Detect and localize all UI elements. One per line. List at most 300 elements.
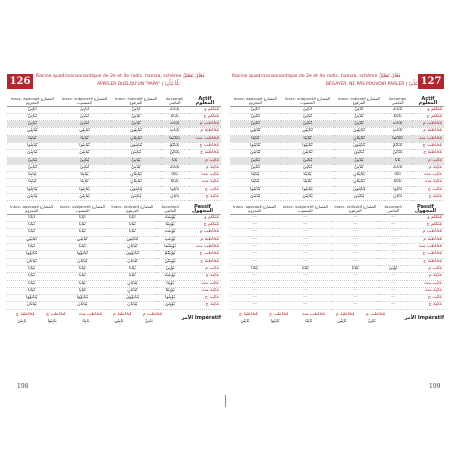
table-row	[230, 186, 444, 193]
apocope-cell: يُبَأْبِئْنَ	[7, 194, 58, 201]
indicative-cell: يُبَأْبَأْنَ	[109, 302, 157, 309]
table-row	[230, 244, 444, 251]
header-row	[7, 202, 221, 214]
person-label: مُتَكَلِّم و	[407, 214, 444, 221]
col-header: Accompli الماضي	[156, 202, 184, 214]
table-row	[7, 229, 221, 236]
imperative-person: مُخَاطَبَة ج	[16, 312, 35, 318]
imperative-person: مُخَاطَبَة ج	[239, 312, 258, 318]
accompli-cell: بُؤْبِئْتَ	[156, 229, 184, 236]
person-label: مُخَاطَب مث	[189, 135, 221, 142]
imperative-form: بَأْبِئِي	[114, 318, 124, 324]
person-label: مُخَاطَبَة م	[407, 236, 444, 243]
accompli-cell: بَأْبَأْتِ	[161, 128, 189, 135]
subjunctive-cell: تُبَأْبَأَ	[56, 273, 108, 280]
subjunctive-cell: —	[279, 214, 331, 221]
section-label: Passif المجهول	[184, 202, 221, 214]
accompli-cell: بَأْبَأْتُنَّ	[161, 150, 189, 157]
apocope-cell: أُبَأْبَأْ	[7, 214, 56, 221]
table-row	[7, 287, 221, 294]
subjunctive-cell: —	[279, 295, 331, 302]
subjunctive-cell: أُتَأْتِئَ	[281, 106, 335, 113]
table-row	[230, 280, 444, 287]
header-row	[7, 94, 221, 106]
person-label: غَائِبَة مث	[412, 179, 444, 186]
subjunctive-cell: —	[279, 251, 331, 258]
apocope-cell: تُبَأْبِئْنَ	[7, 150, 58, 157]
col-header: Accompli الماضي	[161, 94, 189, 106]
subjunctive-cell: تُبَأْبِئْنَ	[58, 150, 112, 157]
imperative-form: بَأْبِئُوا	[47, 318, 57, 324]
subjunctive-cell: تُبَأْبِئَا	[58, 135, 112, 142]
table-row	[230, 251, 444, 258]
indicative-cell: تُبَأْبِئْنَ	[111, 150, 160, 157]
subjunctive-cell: نُبَأْبِئَ	[58, 113, 112, 120]
col-header: Inacc. indicatif المضارع المرفوع	[111, 94, 160, 106]
person-label: مُخَاطَبَة ج	[407, 258, 444, 265]
subjunctive-cell: —	[279, 222, 331, 229]
imperative-label: Impératif الأمر	[404, 315, 444, 322]
apocope-cell: يُتَأْتِئَا	[230, 172, 281, 179]
indicative-cell: —	[332, 251, 380, 258]
person-label: مُخَاطَب م	[184, 229, 221, 236]
apocope-cell: تُبَأْبِئُوا	[7, 142, 58, 149]
subjunctive-cell: تُبَأْبَأْنَ	[56, 258, 108, 265]
table-row	[230, 258, 444, 265]
accompli-cell: بُؤْبِئْتُنَّ	[156, 258, 184, 265]
subjunctive-cell: —	[279, 229, 331, 236]
accompli-cell: بَأْبَأْتُ	[161, 106, 189, 113]
table-row	[7, 106, 221, 113]
table-row	[7, 194, 221, 201]
indicative-cell: تُتَأْتِئُونَ	[334, 142, 383, 149]
person-label: غَائِب ج	[184, 295, 221, 302]
apocope-cell: —	[230, 214, 279, 221]
indicative-cell: يُبَأْبَؤُونَ	[109, 295, 157, 302]
apocope-cell: نُبَأْبَأْ	[7, 222, 56, 229]
person-label: مُخَاطَبَة ج	[412, 150, 444, 157]
person-label: مُتَكَلِّم و	[189, 106, 221, 113]
apocope-cell: تُبَأْبِئَا	[7, 179, 58, 186]
accompli-cell: بَأْبَأْتَ	[161, 121, 189, 128]
person-label: مُخَاطَب ج	[412, 142, 444, 149]
table-row	[230, 214, 444, 221]
indicative-cell: —	[332, 214, 380, 221]
person-label: غَائِب م	[184, 265, 221, 272]
table-row	[230, 106, 444, 113]
table-row	[230, 164, 444, 171]
subjunctive-cell: تُبَأْبَآ	[56, 287, 108, 294]
accompli-cell: تَأْتَأَا	[384, 172, 412, 179]
apocope-cell: يُتَأْتَأْ	[230, 265, 279, 272]
subjunctive-cell: يُبَأْبَأَ	[56, 265, 108, 272]
indicative-cell: يُتَأْتِئْنَ	[334, 194, 383, 201]
table-row	[230, 142, 444, 149]
table-row	[7, 150, 221, 157]
table-row	[230, 273, 444, 280]
indicative-cell: تُتَأْتِئُ	[334, 121, 383, 128]
person-label: مُخَاطَبَة م	[412, 128, 444, 135]
indicative-cell: —	[332, 222, 380, 229]
subjunctive-cell: نُبَأْبَأَ	[56, 222, 108, 229]
rows-body	[230, 214, 444, 309]
imperative-person: مُخَاطَب م	[365, 312, 386, 318]
person-label: غَائِبَة ج	[412, 194, 444, 201]
passive-conjugation-table	[230, 202, 444, 309]
active-conjugation-table	[7, 94, 221, 201]
accompli-cell: —	[379, 244, 407, 251]
subjunctive-cell: يُبَأْبِئَا	[58, 172, 112, 179]
col-header: Accompli الماضي	[379, 202, 407, 214]
indicative-cell: —	[332, 229, 380, 236]
person-label: غَائِبَة ج	[184, 302, 221, 309]
subjunctive-cell: يُبَأْبَؤُوا	[56, 295, 108, 302]
apocope-cell: تُبَأْبَآ	[7, 287, 56, 294]
accompli-cell: بُؤْبِئْتُمْ	[156, 251, 184, 258]
apocope-cell: —	[230, 244, 279, 251]
apocope-cell: —	[230, 222, 279, 229]
accompli-cell: تَأْتَأَ	[384, 157, 412, 164]
accompli-cell: بَأْبَأَتْ	[161, 164, 189, 171]
apocope-cell: تُبَأْبِئْ	[7, 164, 58, 171]
subjunctive-cell: يُبَأْبَآ	[56, 280, 108, 287]
imperative-form: تَأْتِئْ	[368, 318, 376, 324]
person-label: غَائِب مث	[184, 280, 221, 287]
person-label: مُخَاطَب م	[412, 121, 444, 128]
indicative-cell: تُتَأْتِئْنَ	[334, 150, 383, 157]
indicative-cell: تُبَأْبِئَانِ	[111, 135, 160, 142]
accompli-cell: بُؤْبِئْتُمَا	[156, 244, 184, 251]
apocope-cell: نُبَأْبِئْ	[7, 113, 58, 120]
page-heading: Racine quadriconsonantique de 2e et 4e radic. hamza, schème فَعْلَلَ يُفَعْلِلُ	[36, 74, 205, 79]
apocope-cell: —	[230, 295, 279, 302]
imperative-persons-row	[7, 312, 221, 319]
person-label: مُتَكَلِّم ج	[184, 222, 221, 229]
accompli-cell: تَأْتَأَتْ	[384, 164, 412, 171]
accompli-cell: بُؤْبِئَا	[156, 280, 184, 287]
subjunctive-cell: تُتَأْتِئَا	[281, 135, 335, 142]
table-row	[7, 113, 221, 120]
indicative-cell: نُتَأْتِئُ	[334, 113, 383, 120]
subjunctive-cell: تُتَأْتِئَ	[281, 121, 335, 128]
footer-page-number: 198	[17, 383, 29, 390]
section-label: Actif المعلوم	[189, 94, 221, 106]
apocope-cell: تُتَأْتِئَا	[230, 179, 281, 186]
imperative-form: تَأْتِئِي	[337, 318, 347, 324]
person-label: مُخَاطَب ج	[184, 251, 221, 258]
accompli-cell: بُؤْبِئْنَ	[156, 302, 184, 309]
person-label: مُخَاطَب مث	[184, 244, 221, 251]
verb-meaning: APPELER QUELQU'UN "PAPA" | بَأْبَأَ يُبَأْبِئُ	[97, 82, 180, 87]
accompli-cell: بَأْبَأْتُمْ	[161, 142, 189, 149]
subjunctive-cell: يُبَأْبَأْنَ	[56, 302, 108, 309]
table-row	[7, 244, 221, 251]
indicative-cell: —	[332, 302, 380, 309]
rows-body	[230, 106, 444, 201]
imperative-form: بَأْبِئْ	[145, 318, 153, 324]
apocope-cell: تُتَأْتِئِي	[230, 128, 281, 135]
person-label: مُخَاطَب مث	[407, 244, 444, 251]
table-row	[7, 172, 221, 179]
imperative-form: تَأْتِئَا	[305, 318, 313, 324]
person-label: غَائِب ج	[407, 295, 444, 302]
accompli-cell: بُؤْبِئْتُ	[156, 214, 184, 221]
indicative-cell: تُبَأْبِئَانِ	[111, 179, 160, 186]
accompli-cell: —	[379, 273, 407, 280]
imperative-person: مُخَاطَب م	[142, 312, 163, 318]
rows-body	[7, 106, 221, 201]
accompli-cell: بَأْبَأَتَا	[161, 179, 189, 186]
indicative-cell: تُبَأْبِئُ	[111, 121, 160, 128]
apocope-cell: نُتَأْتِئْ	[230, 113, 281, 120]
indicative-cell: يُتَأْتِئَانِ	[334, 172, 383, 179]
col-header: Inacc. subjonctif المضارع المنصوب	[279, 202, 331, 214]
apocope-cell: تُبَأْبَئِي	[7, 236, 56, 243]
apocope-cell: —	[230, 236, 279, 243]
spine-divider	[225, 395, 226, 407]
apocope-cell: —	[230, 280, 279, 287]
person-label: مُخَاطَبَة م	[184, 236, 221, 243]
indicative-cell: تُبَأْبِئُ	[111, 164, 160, 171]
person-label: مُخَاطَب ج	[407, 251, 444, 258]
apocope-cell: تُتَأْتِئَا	[230, 135, 281, 142]
subjunctive-cell: —	[279, 287, 331, 294]
footer-page-number: 199	[429, 383, 441, 390]
subjunctive-cell: تُبَأْبِئَ	[58, 164, 112, 171]
indicative-cell: تُبَأْبِئِينَ	[111, 128, 160, 135]
person-label: مُخَاطَب ج	[189, 142, 221, 149]
person-label: غَائِبَة ج	[189, 194, 221, 201]
imperative-form: بَأْبِئْنَ	[17, 318, 27, 324]
table-row	[7, 258, 221, 265]
person-label: غَائِبَة ج	[407, 302, 444, 309]
accompli-cell: تَأْتَأْنَ	[384, 194, 412, 201]
subjunctive-cell: تُبَأْبِئَ	[58, 121, 112, 128]
accompli-cell: —	[379, 287, 407, 294]
table-row	[230, 113, 444, 120]
apocope-cell: يُبَأْبَآ	[7, 280, 56, 287]
apocope-cell: —	[230, 229, 279, 236]
table-row	[230, 179, 444, 186]
accompli-cell: تُؤْتِئَ	[379, 265, 407, 272]
subjunctive-cell: يُتَأْتِئُوا	[281, 186, 335, 193]
imperative-persons-row	[230, 312, 444, 319]
person-label: مُخَاطَب م	[407, 229, 444, 236]
apocope-cell: تُبَأْبَؤُوا	[7, 251, 56, 258]
subjunctive-cell: يُبَأْبِئُوا	[58, 186, 112, 193]
indicative-cell: —	[332, 244, 380, 251]
person-label: مُتَكَلِّم ج	[412, 113, 444, 120]
subjunctive-cell: تُبَأْبَأَ	[56, 229, 108, 236]
subjunctive-cell: يُتَأْتِئَ	[281, 157, 335, 164]
accompli-cell: —	[379, 251, 407, 258]
accompli-cell: بُؤْبِئُوا	[156, 295, 184, 302]
subjunctive-cell: تُبَأْبَآ	[56, 244, 108, 251]
imperative-label: Impératif الأمر	[181, 315, 221, 322]
apocope-cell: تُتَأْتِئُوا	[230, 142, 281, 149]
subjunctive-cell: تُتَأْتِئَ	[281, 164, 335, 171]
indicative-cell: تُبَأْبَآنِ	[109, 244, 157, 251]
subjunctive-cell: أُبَأْبَأَ	[56, 214, 108, 221]
table-row	[7, 214, 221, 221]
indicative-cell: —	[332, 287, 380, 294]
accompli-cell: —	[379, 295, 407, 302]
table-row	[230, 172, 444, 179]
col-header: Inacc. apocopé المضارع المجزوم	[7, 202, 56, 214]
subjunctive-cell: يُتَأْتَأَ	[279, 265, 331, 272]
accompli-cell: بُؤْبِئَ	[156, 265, 184, 272]
section-label: Actif المعلوم	[412, 94, 444, 106]
page-number-badge: 127	[418, 74, 444, 89]
header-row	[230, 94, 444, 106]
indicative-cell: —	[332, 280, 380, 287]
table-row	[7, 251, 221, 258]
col-header: Inacc. subjonctif المضارع المنصوب	[281, 94, 335, 106]
page-header	[230, 72, 444, 94]
indicative-cell: يُتَأْتِئُونَ	[334, 186, 383, 193]
table-row	[7, 265, 221, 272]
indicative-cell: تُبَأْبَأُ	[109, 273, 157, 280]
imperative-form: تَأْتِئُوا	[270, 318, 280, 324]
person-label: مُتَكَلِّم و	[412, 106, 444, 113]
subjunctive-cell: —	[279, 258, 331, 265]
subjunctive-cell: —	[279, 302, 331, 309]
apocope-cell: تُتَأْتِئْنَ	[230, 150, 281, 157]
person-label: غَائِبَة م	[412, 164, 444, 171]
apocope-cell: —	[230, 287, 279, 294]
imperative-table	[7, 312, 221, 325]
col-header: Inacc. indicatif المضارع المرفوع	[334, 94, 383, 106]
verb-meaning: BÉGAYER, NE PAS POUVOIR PARLER | تَأْتَأَ يُتَأْتِئُ	[326, 82, 424, 87]
table-row	[230, 128, 444, 135]
table-row	[230, 287, 444, 294]
apocope-cell: تُبَأْبَأْ	[7, 273, 56, 280]
indicative-cell: نُبَأْبِئُ	[111, 113, 160, 120]
indicative-cell: أُتَأْتِئُ	[334, 106, 383, 113]
accompli-cell: —	[379, 222, 407, 229]
imperative-person: مُخَاطَب ج	[269, 312, 289, 318]
col-header: Inacc. apocopé المضارع المجزوم	[230, 94, 281, 106]
imperative-form: تَأْتِئْنَ	[240, 318, 250, 324]
indicative-cell: أُبَأْبَأُ	[109, 214, 157, 221]
col-header: Inacc. apocopé المضارع المجزوم	[7, 94, 58, 106]
accompli-cell: —	[379, 302, 407, 309]
table-row	[7, 179, 221, 186]
apocope-cell: يُتَأْتِئْنَ	[230, 194, 281, 201]
apocope-cell: يُبَأْبِئُوا	[7, 186, 58, 193]
person-label: غَائِبَة مث	[184, 287, 221, 294]
person-label: مُخَاطَب مث	[412, 135, 444, 142]
subjunctive-cell: تُبَأْبَئِي	[56, 236, 108, 243]
right-page	[230, 72, 444, 388]
indicative-cell: تُتَأْتِئُ	[334, 164, 383, 171]
table-row	[230, 121, 444, 128]
accompli-cell: تَأْتَأْتُمَا	[384, 135, 412, 142]
apocope-cell: يُبَأْبَؤُوا	[7, 295, 56, 302]
apocope-cell: —	[230, 302, 279, 309]
indicative-cell: تُتَأْتِئَانِ	[334, 135, 383, 142]
person-label: غَائِب ج	[412, 186, 444, 193]
table-row	[230, 150, 444, 157]
col-header: Inacc. indicatif المضارع المرفوع	[109, 202, 157, 214]
person-label: غَائِبَة مث	[407, 287, 444, 294]
apocope-cell: يُبَأْبَأْنَ	[7, 302, 56, 309]
apocope-cell: يُبَأْبِئَا	[7, 172, 58, 179]
person-label: غَائِب مث	[189, 172, 221, 179]
apocope-cell: تُبَأْبِئَا	[7, 135, 58, 142]
indicative-cell: —	[332, 273, 380, 280]
table-row	[7, 186, 221, 193]
section-label: Passif المجهول	[407, 202, 444, 214]
accompli-cell: تَأْتَأُوا	[384, 186, 412, 193]
indicative-cell: تُبَأْبَأُ	[109, 229, 157, 236]
indicative-cell: يُبَأْبَآنِ	[109, 280, 157, 287]
accompli-cell: بَأْبَأَا	[161, 172, 189, 179]
accompli-cell: تَأْتَأَتَا	[384, 179, 412, 186]
person-label: غَائِب م	[412, 157, 444, 164]
subjunctive-cell: نُتَأْتِئَ	[281, 113, 335, 120]
page-heading: Racine quadriconsonantique de 2e et 4e radic. hamza, schème فَعْلَلَ يُفَعْلِلُ	[232, 74, 401, 79]
col-header: Accompli الماضي	[384, 94, 412, 106]
person-label: مُتَكَلِّم ج	[407, 222, 444, 229]
subjunctive-cell: —	[279, 236, 331, 243]
accompli-cell: —	[379, 229, 407, 236]
accompli-cell: تَأْتَأْتَ	[384, 121, 412, 128]
person-label: غَائِبَة م	[407, 273, 444, 280]
imperative-form: بَأْبِئَا	[82, 318, 90, 324]
table-row	[7, 128, 221, 135]
person-label: غَائِب مث	[407, 280, 444, 287]
indicative-cell: يُبَأْبِئُونَ	[111, 186, 160, 193]
table-row	[230, 222, 444, 229]
indicative-cell: تُتَأْتِئَانِ	[334, 179, 383, 186]
apocope-cell: —	[230, 258, 279, 265]
indicative-cell: يُبَأْبِئَانِ	[111, 172, 160, 179]
indicative-cell: —	[332, 236, 380, 243]
table-row	[7, 280, 221, 287]
table-row	[230, 157, 444, 164]
accompli-cell: تَأْتَأْتُنَّ	[384, 150, 412, 157]
col-header: Inacc. indicatif المضارع المرفوع	[332, 202, 380, 214]
subjunctive-cell: تُتَأْتِئَا	[281, 179, 335, 186]
subjunctive-cell: تُبَأْبَؤُوا	[56, 251, 108, 258]
col-header: Inacc. subjonctif المضارع المنصوب	[56, 202, 108, 214]
indicative-cell: تُتَأْتِئِينَ	[334, 128, 383, 135]
accompli-cell: —	[379, 236, 407, 243]
person-label: غَائِب م	[407, 265, 444, 272]
imperative-person: مُخَاطَب مث	[78, 312, 102, 318]
indicative-cell: يُتَأْتِئُ	[334, 157, 383, 164]
apocope-cell: تُبَأْبِئِي	[7, 128, 58, 135]
indicative-cell: تُبَأْبِئُونَ	[111, 142, 160, 149]
table-row	[230, 302, 444, 309]
apocope-cell: تُتَأْتِئْ	[230, 164, 281, 171]
table-row	[7, 222, 221, 229]
subjunctive-cell: تُبَأْبِئِي	[58, 128, 112, 135]
indicative-cell: يُبَأْبِئُ	[111, 157, 160, 164]
table-row	[7, 157, 221, 164]
person-label: غَائِبَة مث	[189, 179, 221, 186]
subjunctive-cell: تُتَأْتِئِي	[281, 128, 335, 135]
apocope-cell: تُبَأْبَأْ	[7, 229, 56, 236]
col-header: Inacc. subjonctif المضارع المنصوب	[58, 94, 112, 106]
apocope-cell: أُبَأْبِئْ	[7, 106, 58, 113]
subjunctive-cell: يُتَأْتِئْنَ	[281, 194, 335, 201]
subjunctive-cell: يُتَأْتِئَا	[281, 172, 335, 179]
person-label: غَائِب مث	[412, 172, 444, 179]
accompli-cell: —	[379, 280, 407, 287]
table-row	[7, 236, 221, 243]
